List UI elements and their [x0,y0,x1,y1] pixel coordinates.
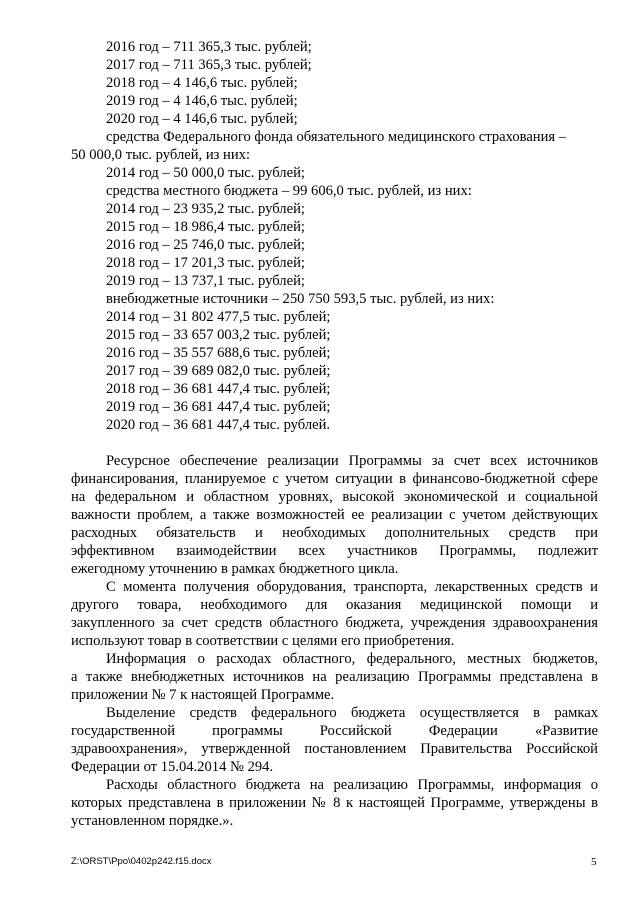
paragraph-line: здравоохранения», утвержденной постановлением Правительства Российской [71,741,598,757]
paragraph-line: государственной программы Российской Федерации «Развитие [71,723,598,739]
paragraph-line: Федерации от 15.04.2014 № 294. [71,759,274,775]
paragraph-line: закупленного за счет средств областного бюджета, учреждения здравоохранения [71,615,598,631]
paragraph-line: Выделение средств федерального бюджета осуществляется в рамках [106,705,598,721]
ffoms-heading-line1: средства Федерального фонда обязательного медицинского страхования – [106,129,567,145]
funding-line: 2020 год – 4 146,6 тыс. рублей; [106,111,298,127]
paragraph-line: другого товара, необходимого для оказания медицинской помощи и [71,597,598,613]
funding-line: 2015 год – 18 986,4 тыс. рублей; [106,219,305,235]
funding-line: 2017 год – 39 689 082,0 тыс. рублей; [106,363,331,379]
paragraph-line: на федеральном и областном уровнях, высокой экономической и социальной [71,489,598,505]
funding-line: 2019 год – 13 737,1 тыс. рублей; [106,273,305,289]
funding-line: 2017 год – 711 365,3 тыс. рублей; [106,57,312,73]
paragraph-line: финансирования, планируемое с учетом ситуации в финансово-бюджетной сфере [71,471,598,487]
funding-line: 2015 год – 33 657 003,2 тыс. рублей; [106,327,331,343]
funding-line: 2019 год – 36 681 447,4 тыс. рублей; [106,399,331,415]
paragraph-line: С момента получения оборудования, транспорта, лекарственных средств и [106,579,598,595]
page-number: 5 [591,856,597,868]
funding-line: 2018 год – 17 201,3 тыс. рублей; [106,255,305,271]
paragraph-line: приложении № 7 к настоящей Программе. [71,687,335,703]
paragraph-line: Расходы областного бюджета на реализацию Программы, информация о [106,777,598,793]
funding-line: 2016 год – 35 557 688,6 тыс. рублей; [106,345,331,361]
funding-line: 2018 год – 36 681 447,4 тыс. рублей; [106,381,331,397]
paragraph-line: важности проблем, а также возможностей ее реализации с учетом действующих [71,507,598,523]
funding-line: 2020 год – 36 681 447,4 тыс. рублей. [106,417,331,433]
paragraph-line: расходных обязательств и необходимых дополнительных средств при [71,525,598,541]
paragraph-line: Ресурсное обеспечение реализации Программы за счет всех источников [106,453,598,469]
paragraph-line: эффективном взаимодействии всех участников Программы, подлежит [71,543,598,559]
extrabudget-heading: внебюджетные источники – 250 750 593,5 тыс. рублей, из них: [106,291,495,307]
funding-line: 2016 год – 711 365,3 тыс. рублей; [106,39,312,55]
paragraph-line: которых представлена в приложении № 8 к настоящей Программе, утверждены в [71,795,598,811]
local-budget-heading: средства местного бюджета – 99 606,0 тыс. рублей, из них: [106,183,472,199]
ffoms-heading-line2: 50 000,0 тыс. рублей, из них: [71,147,251,163]
funding-line: 2018 год – 4 146,6 тыс. рублей; [106,75,298,91]
paragraph-line: установленном порядке.». [71,813,234,829]
funding-line: 2016 год – 25 746,0 тыс. рублей; [106,237,305,253]
paragraph-line: используют товар в соответствии с целями его приобретения. [71,633,455,649]
funding-line: 2014 год – 50 000,0 тыс. рублей; [106,165,305,181]
funding-line: 2014 год – 31 802 477,5 тыс. рублей; [106,309,331,325]
funding-line: 2014 год – 23 935,2 тыс. рублей; [106,201,305,217]
paragraph-line: ежегодному уточнению в рамках бюджетного цикла. [71,561,399,577]
footer-file-path: Z:\ORST\Ppo\0402p242.f15.docx [71,856,212,867]
paragraph-line: а также внебюджетных источников на реализацию Программы представлена в [71,669,598,685]
paragraph-line: Информация о расходах областного, федерального, местных бюджетов, [106,651,598,667]
funding-line: 2019 год – 4 146,6 тыс. рублей; [106,93,298,109]
